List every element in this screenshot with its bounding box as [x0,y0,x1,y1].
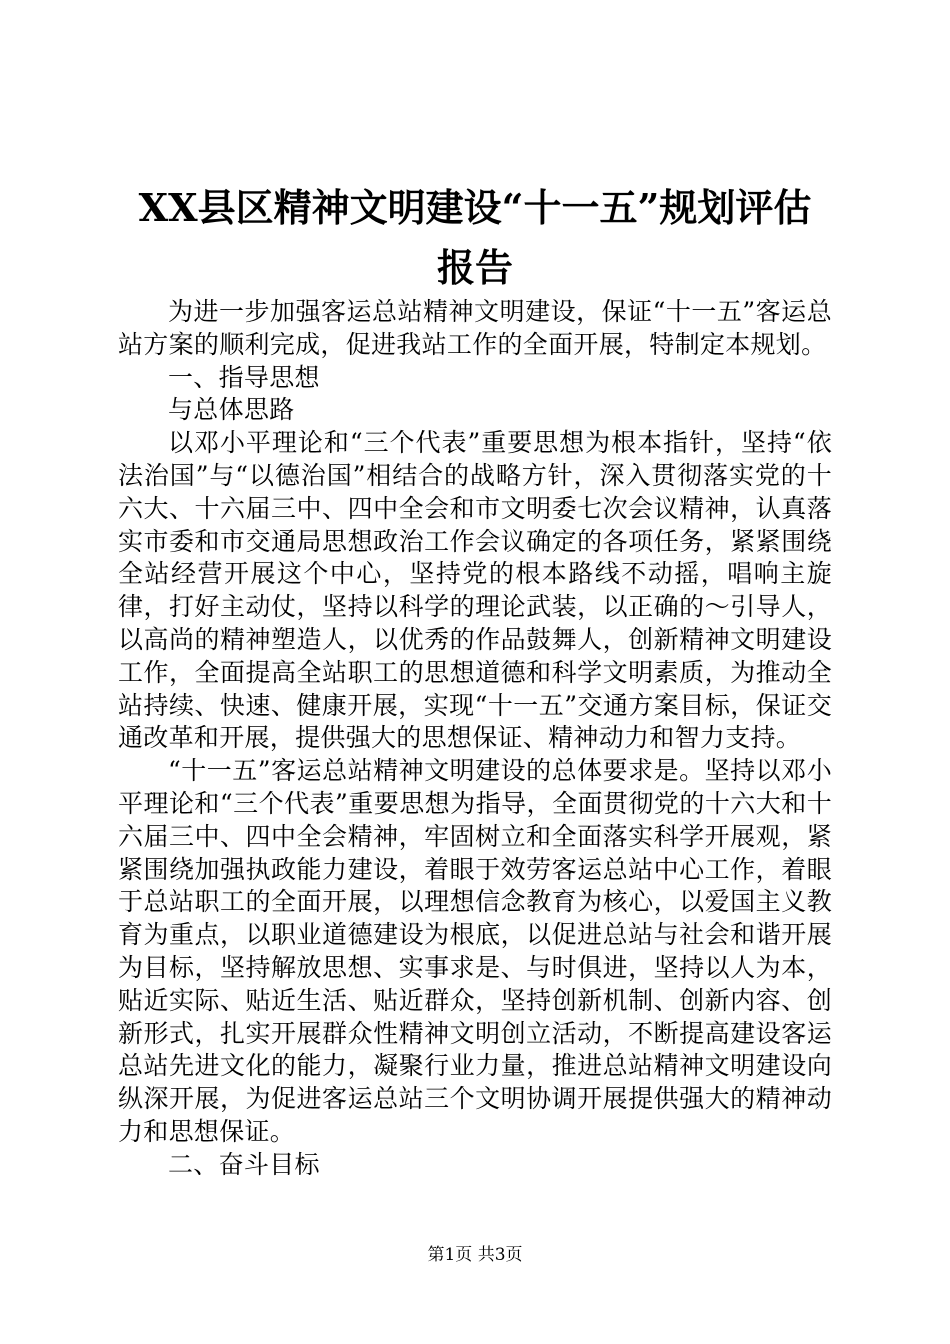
page-number: 第1页 共3页 [427,1245,523,1265]
heading-goals: 二、奋斗目标 [168,1149,320,1179]
paragraph-intro: 为进一步加强客运总站精神文明建设，保证“十一五”客运总站方案的顺利完成，促进我站工作的全面开展，特制定本规划。 [118,297,832,359]
document-body [118,296,832,1182]
document-title: XX县区精神文明建设“十一五”规划评估报告 [138,185,812,290]
heading-guiding-thought: 一、指导思想 [168,362,320,392]
heading-overall-approach: 与总体思路 [168,395,295,425]
paragraph-overall-requirements: “十一五”客运总站精神文明建设的总体要求是。坚持以邓小平理论和“三个代表”重要思想为指导，全面贯彻党的十六大和十六届三中、四中全会精神，牢固树立和全面落实科学开展观，紧紧围绕加强执政能力建设，着眼于效劳客运总站中心工作，着眼于总站职工的全面开展，以理想信念教育为核心，以爱国主义教育为重点，以职业道德建设为根底，以促进总站与社会和谐开展为目标，坚持解放思想、实事求是、与时俱进，坚持以人为本，贴近实际、贴近生活、贴近群众，坚持创新机制、创新内容、创新形式，扎实开展群众性精神文明创立活动，不断提高建设客运总站先进文化的能力，凝聚行业力量，推进总站精神文明建设向纵深开展，为促进客运总站三个文明协调开展提供强大的精神动力和思想保证。 [118,756,832,1146]
paragraph-guiding-principles: 以邓小平理论和“三个代表”重要思想为根本指针，坚持“依法治国”与“以德治国”相结合的战略方针，深入贯彻落实党的十六大、十六届三中、四中全会和市文明委七次会议精神，认真落实市委和市交通局思想政治工作会议确定的各项任务，紧紧围绕全站经营开展这个中心，坚持党的根本路线不动摇，唱响主旋律，打好主动仗，坚持以科学的理论武装，以正确的～引导人，以高尚的精神塑造人，以优秀的作品鼓舞人，创新精神文明建设工作，全面提高全站职工的思想道德和科学文明素质，为推动全站持续、快速、健康开展，实现“十一五”交通方案目标，保证交通改革和开展，提供强大的思想保证、精神动力和智力支持。 [118,428,832,753]
